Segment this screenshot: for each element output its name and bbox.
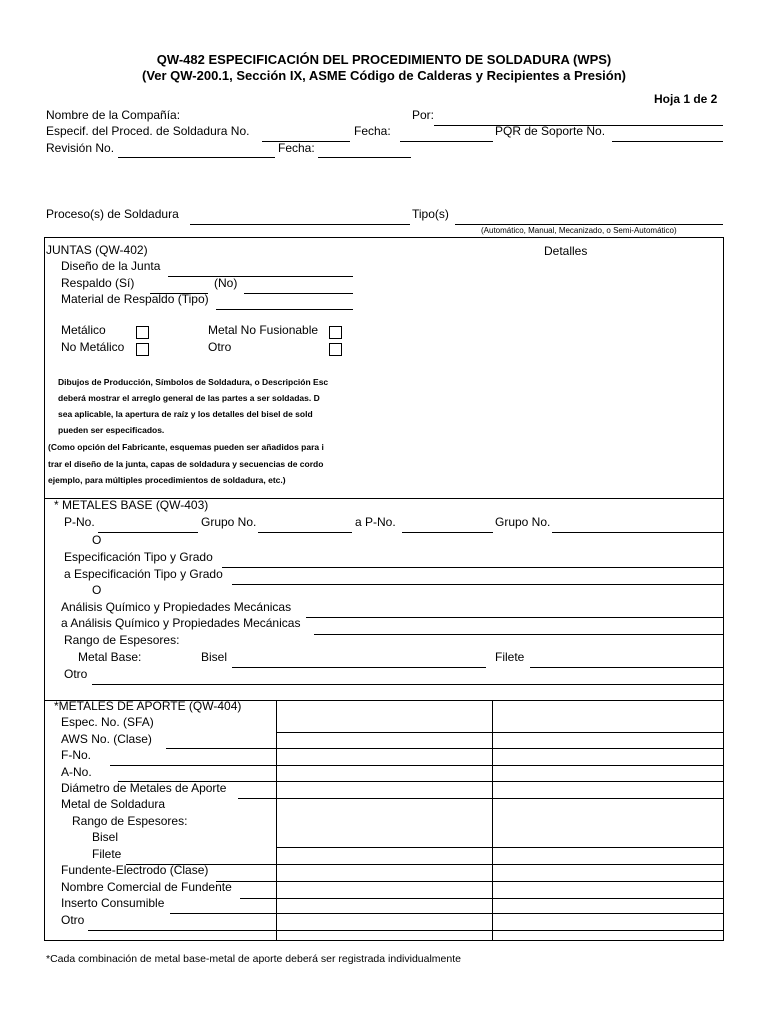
pno-label: P-No. — [64, 515, 95, 529]
filler-row-line[interactable] — [276, 847, 723, 848]
joints-heading: JUNTAS (QW-402) — [46, 243, 148, 257]
process-label: Proceso(s) de Soldadura — [46, 207, 179, 221]
filler-row-line[interactable] — [276, 732, 723, 733]
joint-note-line: Dibujos de Producción, Símbolos de Soldadura, o Descripción Esc — [58, 377, 329, 387]
revision-field[interactable] — [118, 157, 275, 158]
metallic-label: Metálico — [61, 323, 106, 337]
sheet-number: Hoja 1 de 2 — [654, 92, 718, 106]
wps-number-label: Especif. del Proced. de Soldadura No. — [46, 124, 250, 138]
filler-row-label: Bisel — [92, 830, 119, 844]
chem-label: Análisis Químico y Propiedades Mecánicas — [61, 600, 292, 614]
group-label: Grupo No. — [201, 515, 257, 529]
nonfusing-label: Metal No Fusionable — [208, 323, 319, 337]
base-metals-heading: * METALES BASE (QW-403) — [54, 498, 209, 512]
filler-row-label: Rango de Espesores: — [72, 814, 188, 828]
other-joint-label: Otro — [208, 340, 232, 354]
filler-row-label: Otro — [61, 913, 85, 927]
by-label: Por: — [412, 108, 435, 122]
filler-row-label: Filete — [92, 847, 122, 861]
nonmetallic-label: No Metálico — [61, 340, 125, 354]
filler-row-line[interactable] — [216, 881, 723, 882]
joint-design-label: Diseño de la Junta — [61, 259, 161, 273]
filler-row-label: Espec. No. (SFA) — [61, 715, 154, 729]
filler-row-line[interactable] — [88, 930, 723, 931]
spec-label: Especificación Tipo y Grado — [64, 550, 213, 564]
groove-label: Bisel — [201, 650, 228, 664]
type-label: Tipo(s) — [412, 207, 449, 221]
filler-row-label: Inserto Consumible — [61, 896, 165, 910]
fillet-field[interactable] — [530, 667, 723, 668]
groove-field[interactable] — [232, 667, 486, 668]
spec-field[interactable] — [222, 567, 723, 568]
backing-yes-label: Respaldo (Sí) — [61, 276, 135, 290]
joint-note-line: sea aplicable, la apertura de raíz y los detalles del bisel de sold — [58, 409, 313, 419]
nonmetallic-checkbox[interactable] — [136, 343, 149, 356]
base-metal-label: Metal Base: — [78, 650, 142, 664]
pqr-field[interactable] — [612, 141, 723, 142]
or-label-2: O — [92, 583, 102, 597]
joint-note-line: ejemplo, para múltiples procedimientos de soldadura, etc.) — [48, 475, 286, 485]
filler-column-divider-1 — [276, 700, 277, 941]
to-chem-field[interactable] — [314, 634, 723, 635]
or-label-1: O — [92, 533, 102, 547]
group-label-2: Grupo No. — [495, 515, 551, 529]
joint-note-line: (Como opción del Fabricante, esquemas pueden ser añadidos para i — [48, 442, 324, 452]
to-chem-label: a Análisis Químico y Propiedades Mecánicas — [61, 616, 301, 630]
fillet-label: Filete — [495, 650, 525, 664]
to-spec-label: a Especificación Tipo y Grado — [64, 567, 223, 581]
document-subtitle: (Ver QW-200.1, Sección IX, ASME Código de Calderas y Recipientes a Presión) — [141, 68, 627, 83]
pno-field[interactable] — [98, 532, 198, 533]
to-spec-field[interactable] — [232, 584, 723, 585]
filler-row-label: A-No. — [61, 765, 92, 779]
footer-note: *Cada combinación de metal base-metal de aporte deberá ser registrada individualmente — [46, 953, 461, 965]
joint-note-line: pueden ser especificados. — [58, 425, 165, 435]
revision-label: Revisión No. — [46, 141, 115, 155]
joint-note-line: deberá mostrar el arreglo general de las partes a ser soldadas. D — [58, 393, 320, 403]
filler-row-line[interactable] — [126, 864, 723, 865]
backing-material-label: Material de Respaldo (Tipo) — [61, 292, 209, 306]
company-label: Nombre de la Compañía: — [46, 108, 181, 122]
process-field[interactable] — [190, 224, 410, 225]
chem-field[interactable] — [306, 617, 723, 618]
date-label-2: Fecha: — [278, 141, 315, 155]
thickness-range-label: Rango de Espesores: — [64, 633, 180, 647]
other-joint-checkbox[interactable] — [329, 343, 342, 356]
to-pno-field[interactable] — [402, 532, 493, 533]
filler-row-label: AWS No. (Clase) — [61, 732, 152, 746]
filler-row-line[interactable] — [238, 798, 723, 799]
document-title: QW-482 ESPECIFICACIÓN DEL PROCEDIMIENTO DE SOLDADURA (WPS) — [156, 52, 612, 67]
type-field[interactable] — [455, 224, 723, 225]
filler-row-label: F-No. — [61, 748, 91, 762]
metallic-checkbox[interactable] — [136, 326, 149, 339]
pqr-label: PQR de Soporte No. — [495, 124, 606, 138]
filler-row-label: Metal de Soldadura — [61, 797, 166, 811]
backing-no-label: (No) — [214, 276, 238, 290]
filler-row-line[interactable] — [240, 898, 723, 899]
date-field-2[interactable] — [318, 157, 411, 158]
filler-column-divider-2 — [492, 700, 493, 941]
filler-metals-heading: *METALES DE APORTE (QW-404) — [54, 699, 242, 713]
date-label-1: Fecha: — [354, 124, 391, 138]
filler-row-label: Nombre Comercial de Fundente — [61, 880, 232, 894]
joint-note-line: trar el diseño de la junta, capas de soldadura y secuencias de cordo — [48, 459, 324, 469]
details-heading: Detalles — [544, 244, 588, 258]
filler-row-label: Diámetro de Metales de Aporte — [61, 781, 227, 795]
filler-row-label: Fundente-Electrodo (Clase) — [61, 863, 209, 877]
other-base-label: Otro — [64, 667, 88, 681]
filler-row-line[interactable] — [170, 913, 723, 914]
backing-no-field[interactable] — [244, 293, 353, 294]
to-pno-label: a P-No. — [355, 515, 396, 529]
date-field-1[interactable] — [400, 141, 493, 142]
backing-material-field[interactable] — [216, 309, 353, 310]
group-field-2[interactable] — [552, 532, 723, 533]
joint-design-field[interactable] — [168, 276, 353, 277]
other-base-field[interactable] — [92, 684, 723, 685]
filler-row-line[interactable] — [166, 748, 723, 749]
type-note: (Automático, Manual, Mecanizado, o Semi-Automático) — [481, 226, 677, 235]
group-field[interactable] — [258, 532, 352, 533]
nonfusing-checkbox[interactable] — [329, 326, 342, 339]
filler-row-line[interactable] — [110, 765, 723, 766]
